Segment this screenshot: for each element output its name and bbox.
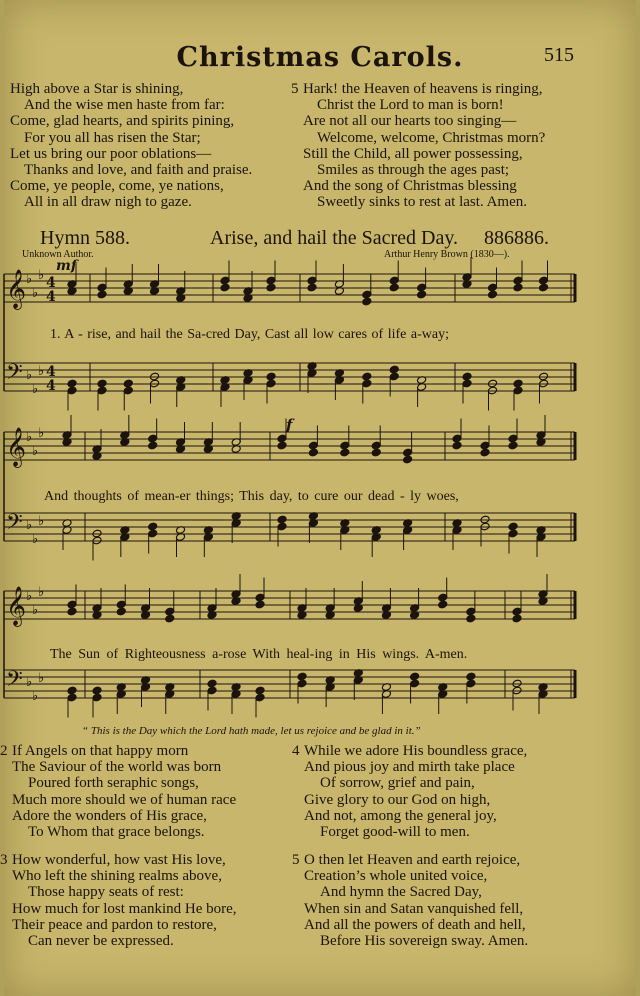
verse-number: 5 xyxy=(291,81,299,97)
note-head xyxy=(508,441,518,450)
page-number: 515 xyxy=(544,44,574,66)
time-signature: 4 xyxy=(46,275,56,291)
note-head xyxy=(92,686,102,695)
note-head xyxy=(123,379,133,388)
note-head xyxy=(487,290,497,299)
verse-line: And the song of Christmas blessing xyxy=(303,178,517,195)
note-head xyxy=(362,297,372,306)
note-head xyxy=(307,283,317,292)
verse-4 xyxy=(292,743,528,841)
verse-line: Christ the Lord to man is born! xyxy=(317,97,504,114)
flat-icon: ♭ xyxy=(32,382,39,397)
verse-line: Are not all our hearts too singing— xyxy=(303,113,517,130)
flat-icon: ♭ xyxy=(38,364,45,379)
note-head xyxy=(512,614,522,623)
verse-line: Those happy seats of rest: xyxy=(28,884,184,901)
verse-line: Still the Child, all power possessing, xyxy=(303,145,523,162)
verse-line: O then let Heaven and earth rejoice, xyxy=(304,852,521,868)
note-head xyxy=(340,448,350,457)
flat-icon: ♭ xyxy=(26,368,33,383)
verse-line: How wonderful, how vast His love, xyxy=(12,852,226,868)
note-head xyxy=(362,372,372,381)
verse-line: And the wise men haste from far: xyxy=(24,97,225,114)
flat-icon: ♭ xyxy=(26,589,33,604)
time-signature: 4 xyxy=(46,364,56,380)
verse-line: Forget good-will to men. xyxy=(320,824,470,841)
verse-number: 2 xyxy=(0,743,8,759)
note-head xyxy=(513,283,523,292)
note-head xyxy=(297,672,307,681)
note-head xyxy=(403,455,413,464)
note-head xyxy=(538,283,548,292)
treble-clef-icon: 𝄞 xyxy=(6,586,27,626)
flat-icon: ♭ xyxy=(26,430,33,445)
verse-3 xyxy=(0,852,237,950)
hymn-number: Hymn 588. xyxy=(40,227,130,249)
flat-icon: ♭ xyxy=(32,444,39,459)
verse-line: Who left the shining realms above, xyxy=(12,868,222,885)
flat-icon: ♭ xyxy=(38,585,45,600)
dynamic-mf: mf xyxy=(56,258,77,274)
scripture-footnote: “ This is the Day which the Lord hath made, let us rejoice and be glad in it.” xyxy=(82,725,421,737)
verse-line: Let us bring our poor oblations— xyxy=(10,145,212,162)
verse-line: Adore the wonders of His grace, xyxy=(12,807,207,824)
flat-icon: ♭ xyxy=(38,426,45,441)
flat-icon: ♭ xyxy=(32,689,39,704)
verse-number: 3 xyxy=(0,852,8,868)
note-head xyxy=(513,379,523,388)
verse-line: Smiles as through the ages past; xyxy=(317,162,510,179)
lyric-line-3: The Sun of Righteousness a-rose With heal-ing in His wings. A-men. xyxy=(50,647,468,662)
note-head xyxy=(480,448,490,457)
verse-line: Their peace and pardon to restore, xyxy=(12,916,217,933)
flat-icon: ♭ xyxy=(38,514,45,529)
verse-line: Can never be expressed. xyxy=(28,933,174,950)
verse-line: Of sorrow, grief and pain, xyxy=(320,775,475,792)
note-head xyxy=(67,686,77,695)
verse-line: All in all draw nigh to gaze. xyxy=(24,194,192,211)
bass-clef-icon: 𝄢 xyxy=(6,667,23,697)
verse-line: Give glory to our God on high, xyxy=(304,791,491,808)
verse-line: Welcome, welcome, Christmas morn? xyxy=(317,129,546,146)
note-head xyxy=(220,283,230,292)
verse-2 xyxy=(0,743,237,841)
verse-number: 5 xyxy=(292,852,300,868)
verse-line: To Whom that grace belongs. xyxy=(28,824,205,841)
hymn-composer: Arthur Henry Brown (1830—). xyxy=(384,249,510,260)
time-signature: 4 xyxy=(46,378,56,394)
note-head xyxy=(277,441,287,450)
verse-line: High above a Star is shining, xyxy=(10,81,184,97)
verse-line: Before His sovereign sway. Amen. xyxy=(320,933,529,950)
note-head xyxy=(266,283,276,292)
treble-clef-icon: 𝄞 xyxy=(6,427,27,467)
note-head xyxy=(255,600,265,609)
treble-clef-icon: 𝄞 xyxy=(6,269,27,309)
verse-line: Much more should we of human race xyxy=(12,791,237,808)
verse-line: Creation’s whole united voice, xyxy=(304,868,488,885)
note-head xyxy=(148,441,158,450)
page-title: Christmas Carols. xyxy=(176,42,464,73)
verse-line: Come, glad hearts, and spirits pining, xyxy=(10,113,235,130)
verse-line: Poured forth seraphic songs, xyxy=(28,775,199,792)
hymn-author: Unknown Author. xyxy=(22,249,94,260)
note-head xyxy=(462,372,472,381)
verse-line: Thanks and love, and faith and praise. xyxy=(24,162,253,179)
note-head xyxy=(266,372,276,381)
verse-line: If Angels on that happy morn xyxy=(12,743,189,759)
note-head xyxy=(389,283,399,292)
note-head xyxy=(207,679,217,688)
lyric-line-1: 1. A - rise, and hail the Sa-cred Day, Cast all low cares of life a-way; xyxy=(50,327,449,342)
flat-icon: ♭ xyxy=(38,268,45,283)
flat-icon: ♭ xyxy=(32,286,39,301)
note-head xyxy=(417,290,427,299)
flat-icon: ♭ xyxy=(26,272,33,287)
verse-line: And pious joy and mirth take place xyxy=(304,759,515,776)
flat-icon: ♭ xyxy=(32,532,39,547)
note-head xyxy=(452,441,462,450)
flat-icon: ♭ xyxy=(32,603,39,618)
lyric-line-2: And thoughts of mean-er things; This day, to cure our dead - ly woes, xyxy=(44,489,459,504)
bass-clef-icon: 𝄢 xyxy=(6,360,23,390)
note-head xyxy=(277,515,287,524)
flat-icon: ♭ xyxy=(26,518,33,533)
verse-line: And not, among the general joy, xyxy=(304,807,497,824)
hymn-meter: 886886. xyxy=(484,227,549,249)
note-head xyxy=(165,614,175,623)
verse-line: And all the powers of death and hell, xyxy=(304,916,526,933)
verse-line: Hark! the Heaven of heavens is ringing, xyxy=(303,81,543,97)
note-head xyxy=(371,448,381,457)
note-head xyxy=(97,379,107,388)
note-head xyxy=(466,672,476,681)
verse-line: How much for lost mankind He bore, xyxy=(12,900,237,917)
note-head xyxy=(466,614,476,623)
note-head xyxy=(389,365,399,374)
note-head xyxy=(67,379,77,388)
verse-line: For you all has risen the Star; xyxy=(24,129,201,146)
note-head xyxy=(410,672,420,681)
note-head xyxy=(508,522,518,531)
verse-5 xyxy=(292,852,529,950)
verse-line: The Saviour of the world was born xyxy=(12,759,222,776)
note-head xyxy=(255,686,265,695)
flat-icon: ♭ xyxy=(38,671,45,686)
verse-line: Sweetly sinks to rest at last. Amen. xyxy=(317,194,527,211)
verse-number: 4 xyxy=(292,743,300,759)
note-head xyxy=(116,607,126,616)
bass-clef-icon: 𝄢 xyxy=(6,510,23,540)
flat-icon: ♭ xyxy=(26,675,33,690)
hymn-title: Arise, and hail the Sacred Day. xyxy=(210,227,459,249)
verse-line: When sin and Satan vanquished fell, xyxy=(304,900,524,917)
verse-line: And hymn the Sacred Day, xyxy=(320,884,482,901)
note-head xyxy=(67,607,77,616)
note-head xyxy=(97,290,107,299)
dynamic-f: f xyxy=(286,416,293,434)
note-head xyxy=(438,600,448,609)
verse-line: While we adore His boundless grace, xyxy=(304,743,528,759)
note-head xyxy=(308,448,318,457)
note-head xyxy=(148,522,158,531)
time-signature: 4 xyxy=(46,289,56,305)
verse-line: Come, ye people, come, ye nations, xyxy=(10,178,224,195)
